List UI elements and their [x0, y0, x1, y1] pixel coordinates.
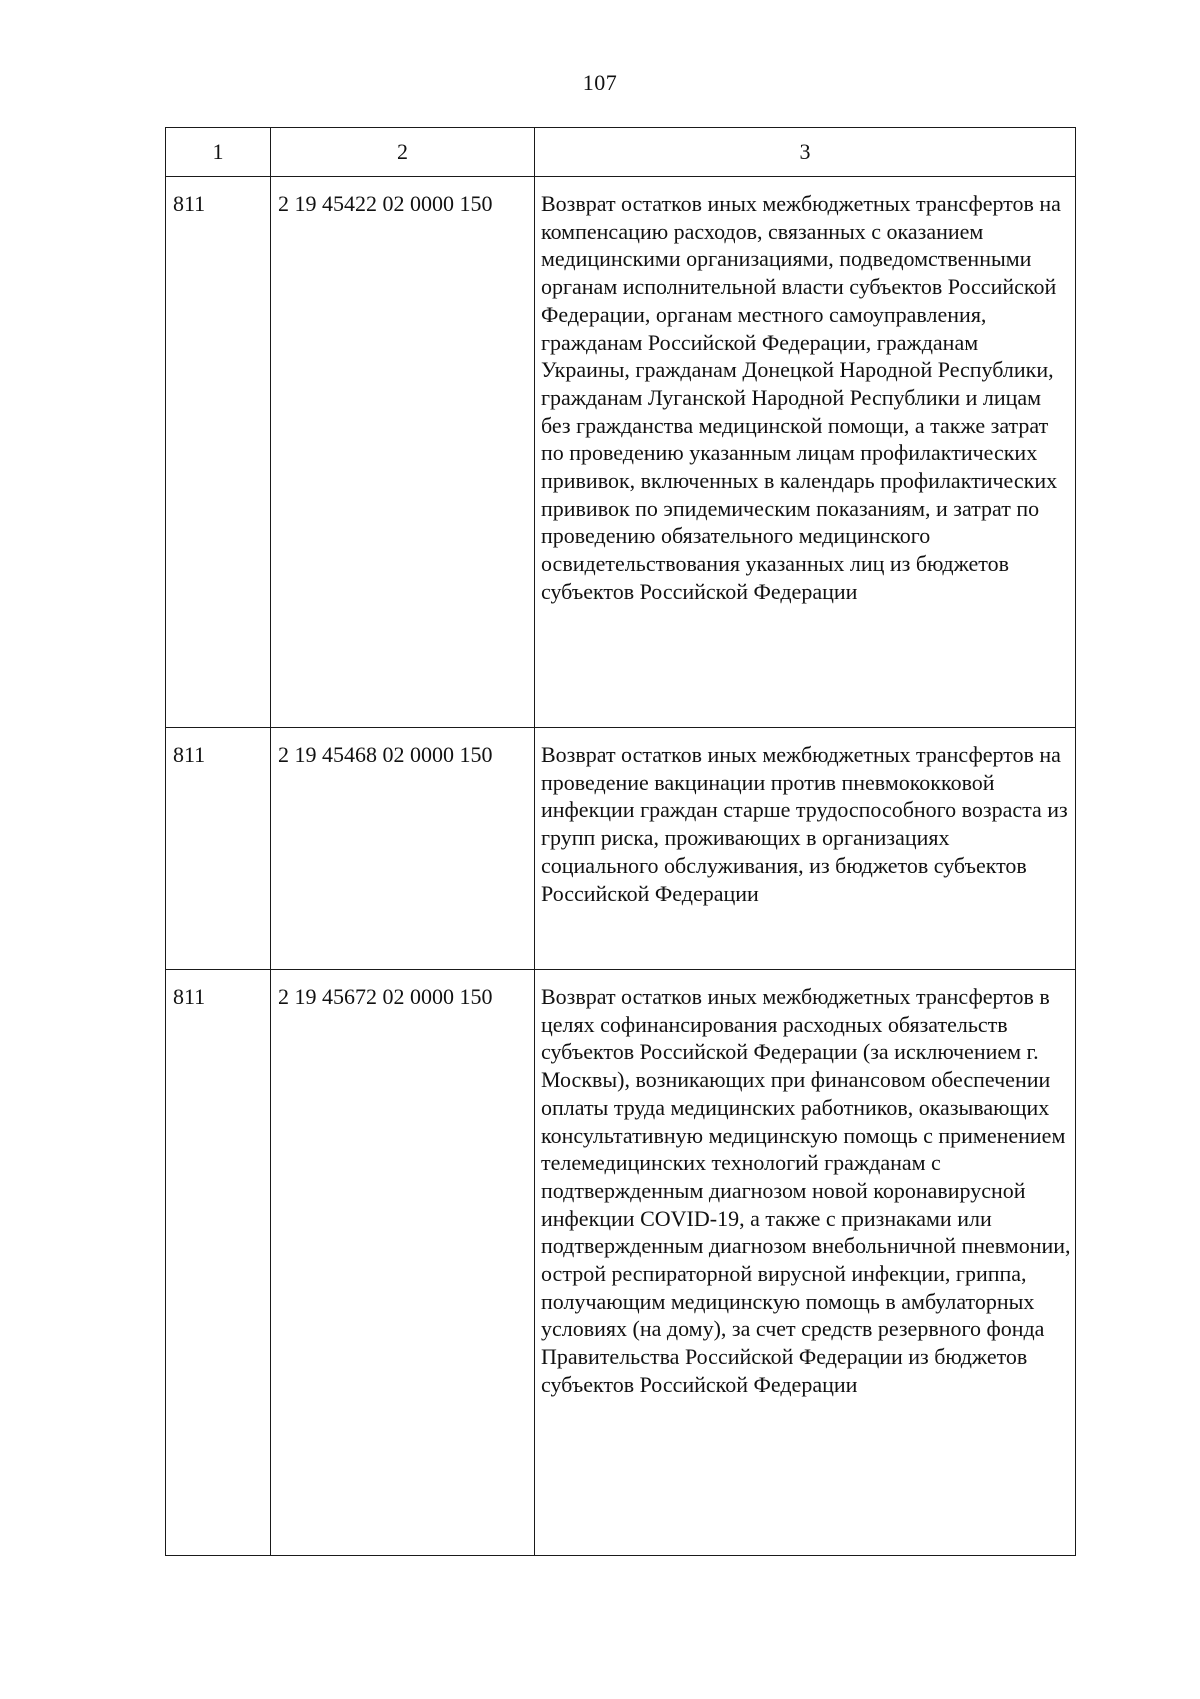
description-cell: Возврат остатков иных межбюджетных трансфертов на компенсацию расходов, связанных с оказанием медицинскими организациями, подведомственными органам исполнительной власти субъектов Российской Федерации, органам местного самоуправления, гражданам Российской Федерации, гражданам Украины, гражданам Донецкой Народной Республики, гражданам Луганской Народной Республики и лицам без гражданства медицинской помощи, а также затрат по проведению указанным лицам профилактических прививок, включенных в календарь профилактических прививок по эпидемическим показаниям, и затрат по проведению обязательного медицинского освидетельствования указанных лиц из бюджетов субъектов Российской Федерации — [535, 177, 1076, 728]
budget-codes-table — [165, 127, 1076, 1556]
table-row — [166, 728, 1076, 970]
table-row — [166, 970, 1076, 1556]
column-header-1: 1 — [166, 128, 271, 177]
description-cell: Возврат остатков иных межбюджетных трансфертов на проведение вакцинации против пневмококковой инфекции граждан старше трудоспособного возраста из групп риска, проживающих в организациях социального обслуживания, из бюджетов субъектов Российской Федерации — [535, 728, 1076, 970]
admin-code-cell: 811 — [166, 970, 271, 1556]
header-row — [166, 128, 1076, 177]
table-row — [166, 177, 1076, 728]
admin-code-cell: 811 — [166, 728, 271, 970]
description-cell: Возврат остатков иных межбюджетных трансфертов в целях софинансирования расходных обязательств субъектов Российской Федерации (за исключением г. Москвы), возникающих при финансовом обеспечении оплаты труда медицинских работников, оказывающих консультативную медицинскую помощь с применением телемедицинских технологий гражданам с подтвержденным диагнозом новой коронавирусной инфекции COVID-19, а также с признаками или подтвержденным диагнозом внебольничной пневмонии, острой респираторной вирусной инфекции, гриппа, получающим медицинскую помощь в амбулаторных условиях (на дому), за счет средств резервного фонда Правительства Российской Федерации из бюджетов субъектов Российской Федерации — [535, 970, 1076, 1556]
kbk-code-cell: 2 19 45422 02 0000 150 — [271, 177, 535, 728]
column-header-3: 3 — [535, 128, 1076, 177]
page-number: 107 — [582, 70, 618, 95]
column-header-2: 2 — [271, 128, 535, 177]
admin-code-cell: 811 — [166, 177, 271, 728]
kbk-code-cell: 2 19 45468 02 0000 150 — [271, 728, 535, 970]
kbk-code-cell: 2 19 45672 02 0000 150 — [271, 970, 535, 1556]
